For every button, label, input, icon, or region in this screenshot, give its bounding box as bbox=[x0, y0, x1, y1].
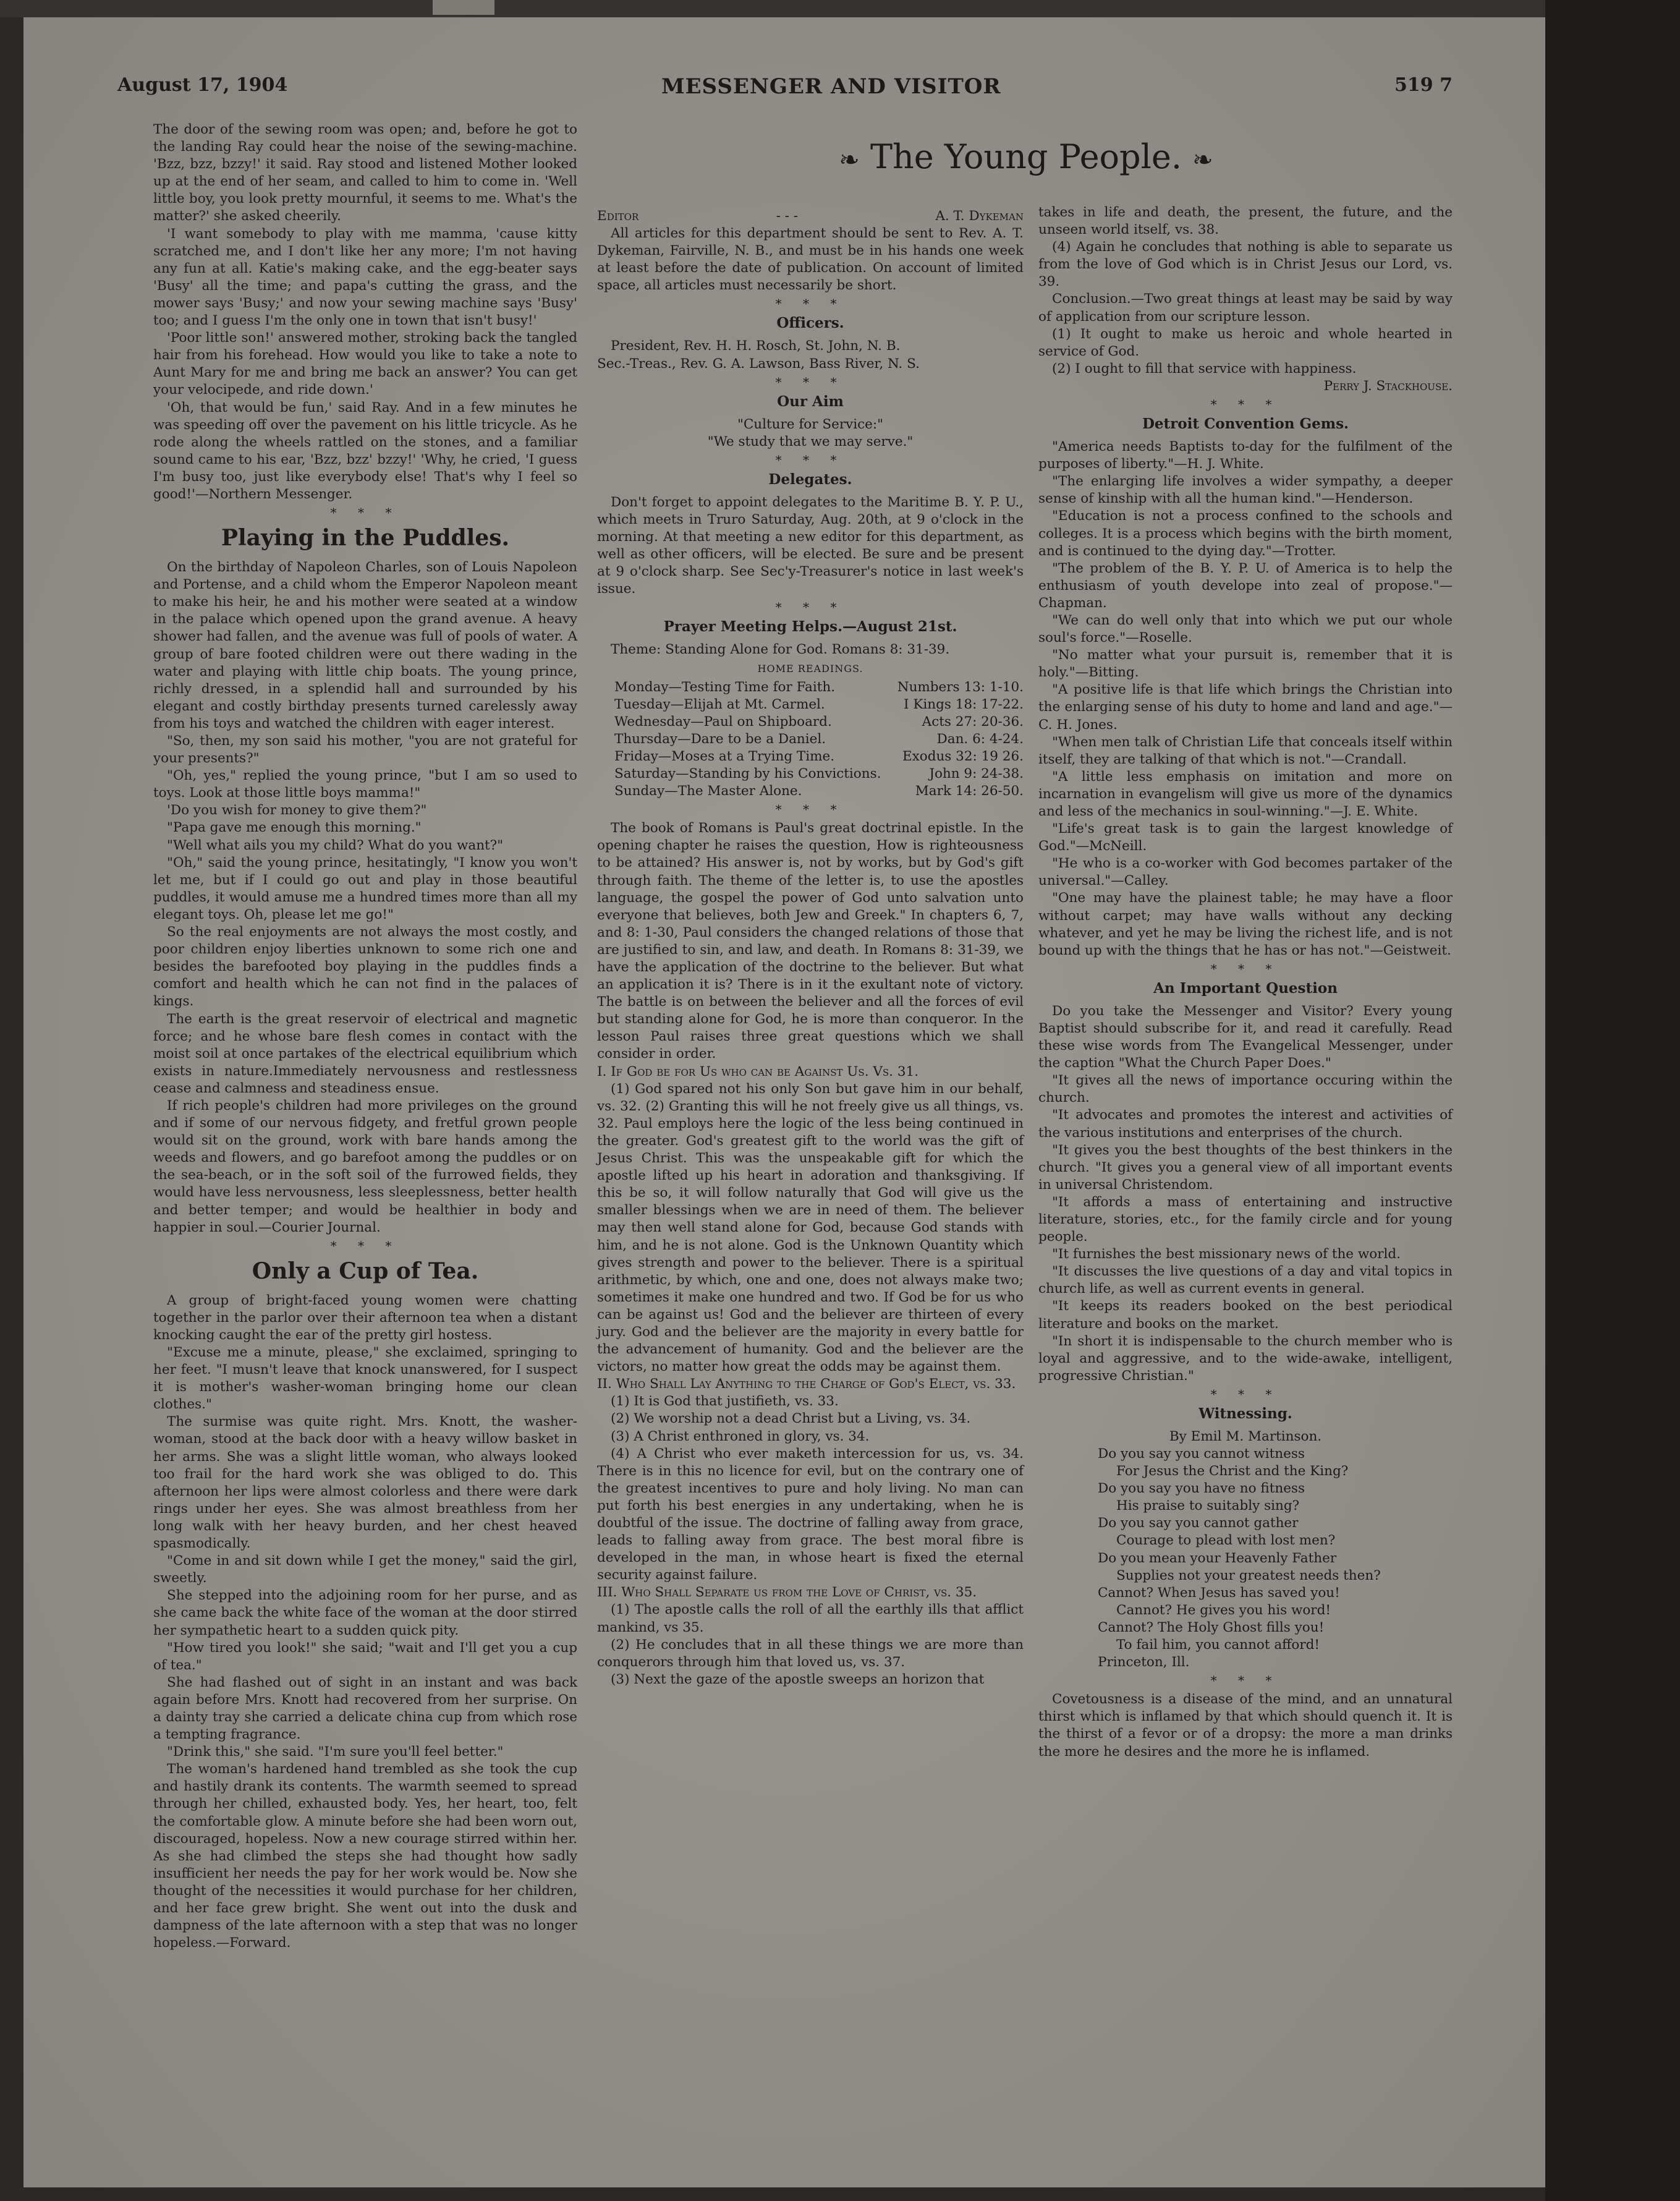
reading-day: Saturday—Standing by his Convictions. bbox=[614, 766, 881, 782]
column-2 bbox=[597, 208, 1024, 1688]
reading-day: Tuesday—Elijah at Mt. Carmel. bbox=[614, 696, 825, 712]
ornament-left-icon: ❧ bbox=[839, 146, 860, 174]
article-paragraph: The woman's hardened hand trembled as she took the cup and hastily drank its contents. The warmth seemed to spread through her chilled, exhausted body. Yes, her heart, too, felt the comfortable glow. A minute before she had been worn out, discouraged, hopeless. Now a new courage stirred within her. As she had climbed the steps she had thought how sadly insufficient her needs the pay for her work would be. Now she thought of the necessities it would purchase for her children, and her face grew bright. She went out into the dusk and dampness of the late afternoon with a step that was no longer hopeless.—Forward. bbox=[153, 1761, 577, 1951]
list-line: (3) Next the gaze of the apostle sweeps an horizon that bbox=[611, 1671, 985, 1687]
reading-day: Wednesday—Paul on Shipboard. bbox=[614, 713, 832, 730]
article-paragraph: "Oh, yes," replied the young prince, "but I am so used to toys. Look at those little boys mamma!" bbox=[153, 768, 577, 801]
poem-line: Do you say you have no fitness bbox=[1098, 1481, 1305, 1497]
poem-line: Supplies not your greatest needs then? bbox=[1116, 1567, 1381, 1583]
heading-officers: Officers. bbox=[776, 315, 844, 332]
aim-line: "Culture for Service:" bbox=[737, 416, 884, 432]
article-paragraph: On the birthday of Napoleon Charles, son of Louis Napoleon and Portense, and a child whom the Emperor Napoleon meant to make his heir, he and his mother were seated at a window in the palace which opened upon the grand avenue. A heavy shower had fallen, and the avenue was full of pools of water. A group of bare footed children were out there wading in the water and playing with little chip boats. The young prince, richly dressed, in a splendid hall and surrounded by his elegant and costly birthday presents turned carelessly away from his toys and watched the children with eager interest. bbox=[153, 560, 577, 731]
reading-item bbox=[614, 765, 1024, 783]
question-heading: III. Who Shall Separate us from the Love of Christ, vs. 35. bbox=[597, 1585, 977, 1601]
paper-title: MESSENGER AND VISITOR bbox=[661, 74, 1001, 99]
question-item: "It gives all the news of importance occuring within the church. bbox=[1038, 1073, 1453, 1106]
continued-text: takes in life and death, the present, the future, and the unseen world itself, vs. 38. bbox=[1038, 205, 1453, 238]
column-1 bbox=[153, 121, 577, 1952]
story-paragraph: 'Oh, that would be fun,' said Ray. And in a few minutes he was speeding off over the pavement on his little tricycle. As he rode along the wheels rattled on the stones, and a familiar sound came to his ear, 'Bzz, bzz' bzzy!' 'Why, he cried, 'I guess I'm busy too, just like everybody else! That's why I feel so good!'—Northern Messenger. bbox=[153, 399, 577, 502]
section-divider: * * * bbox=[1210, 397, 1281, 412]
reading-ref: Numbers 13: 1-10. bbox=[897, 679, 1024, 695]
reading-day: Thursday—Dare to be a Daniel. bbox=[614, 731, 826, 747]
scan-top-border bbox=[0, 0, 1680, 17]
reading-item bbox=[614, 713, 1024, 731]
article-paragraph: "Come in and sit down while I get the money," said the girl, sweetly. bbox=[153, 1553, 577, 1586]
gem-quote: "We can do well only that into which we put our whole soul's force."—Roselle. bbox=[1038, 612, 1453, 646]
page-header bbox=[117, 74, 1453, 105]
list-line: (1) It ought to make us heroic and whole hearted in service of God. bbox=[1038, 326, 1453, 359]
question-item: "It discusses the live questions of a day and vital topics in church life, as well as current events in general. bbox=[1038, 1264, 1453, 1297]
poem-line: To fail him, you cannot afford! bbox=[1116, 1637, 1320, 1653]
list-line: (2) We worship not a dead Christ but a Living, vs. 34. bbox=[611, 1411, 971, 1427]
heading-witnessing: Witnessing. bbox=[1198, 1405, 1292, 1422]
article-paragraph: A group of bright-faced young women were chatting together in the parlor over their afternoon tea when a distant knocking caught the ear of the pretty girl hostess. bbox=[153, 1292, 577, 1343]
reading-day: Friday—Moses at a Trying Time. bbox=[614, 748, 835, 764]
gem-quote: "The enlarging life involves a wider sympathy, a deeper sense of kinship with all the human kind."—Henderson. bbox=[1038, 474, 1453, 507]
question-item: "It gives you the best thoughts of the best thinkers in the church. "It gives you a general view of all important events in universal Christendom. bbox=[1038, 1142, 1453, 1193]
question-item: "In short it is indispensable to the church member who is loyal and aggressive, and to the wide-awake, intelligent, progressive Christian." bbox=[1038, 1333, 1453, 1384]
poem-line: Do you say you cannot witness bbox=[1098, 1446, 1305, 1462]
question-heading: I. If God be for Us who can be Against Us. Vs. 31. bbox=[597, 1063, 919, 1079]
article-paragraph: She had flashed out of sight in an instant and was back again before Mrs. Knott had recovered from her surprise. On a dainty tray she carried a delicate china cup from which rose a tempting fragrance. bbox=[153, 1674, 577, 1743]
article-paragraph: "Papa gave me enough this morning." bbox=[167, 820, 422, 836]
article-paragraph: "So, then, my son said his mother, "you are not grateful for your presents?" bbox=[153, 733, 577, 767]
page-number: 519 7 bbox=[1394, 74, 1453, 96]
section-divider: * * * bbox=[1210, 961, 1281, 976]
list-line: (1) It is God that justifieth, vs. 33. bbox=[611, 1394, 839, 1410]
question-item: "It advocates and promotes the interest and activities of the various institutions and enterprises of the church. bbox=[1038, 1107, 1453, 1141]
heading-convention-gems: Detroit Convention Gems. bbox=[1142, 415, 1349, 433]
aim-line: "We study that we may serve." bbox=[707, 433, 914, 449]
conclusion-paragraph: Conclusion.—Two great things at least may be said by way of application from our scripture lesson. bbox=[1038, 291, 1453, 325]
poem-line: His praise to suitably sing? bbox=[1116, 1498, 1300, 1514]
delegates-paragraph: Don't forget to appoint delegates to the Maritime B. Y. P. U., which meets in Truro Saturday, Aug. 20th, at 9 o'clock in the morning. At that meeting a new editor for this department, as well as other officers, will be elected. Be sure and be present at 9 o'clock sharp. See Sec'y-Treasurer's notice in last week's issue. bbox=[597, 494, 1024, 597]
poem-line: Cannot? The Holy Ghost fills you! bbox=[1098, 1619, 1325, 1635]
section-divider: * * * bbox=[330, 505, 401, 521]
poem-line: Cannot? He gives you his word! bbox=[1116, 1602, 1331, 1618]
home-readings-label: HOME READINGS. bbox=[757, 662, 863, 675]
intro-paragraph: All articles for this department should be sent to Rev. A. T. Dykeman, Fairville, N. B., and must be in his hands one week at least before the date of publication. On account of limited space, all articles must necessarily be short. bbox=[597, 226, 1024, 294]
article-paragraph: She stepped into the adjoining room for her purse, and as she came back the white face of the woman at the door stirred her sympathetic heart to a sudden quick pity. bbox=[153, 1588, 577, 1638]
poem-line: For Jesus the Christ and the King? bbox=[1116, 1463, 1349, 1479]
author-signature: Perry J. Stackhouse. bbox=[1323, 378, 1453, 394]
readings-list bbox=[597, 679, 1024, 801]
story-paragraph: The door of the sewing room was open; and, before he got to the landing Ray could hear the noise of the sewing-machine. 'Bzz, bzz, bzzy!' it said. Ray stood and listened Mother looked up at the end of her seam, and called to him to come in. 'Well little boy, you look pretty mournful, it seems to me. What's the matter?' she asked cheerily. bbox=[153, 122, 577, 224]
gem-quote: "No matter what your pursuit is, remember that it is holy."—Bitting. bbox=[1038, 647, 1453, 681]
list-line: (4) A Christ who ever maketh intercession for us, vs. 34. There is in this no licence for evil, but on the contrary one of the greatest incentives to pure and holy living. No man can put forth his best energies in any undertaking, when he is doubtful of the issue. The doctrine of falling away from grace, leads to falling away from grace. The best moral fibre is developed in the man, in whose heart is fixed the eternal security against failure. bbox=[597, 1445, 1024, 1583]
reading-ref: I Kings 18: 17-22. bbox=[904, 696, 1024, 712]
heading-prayer-meeting: Prayer Meeting Helps.—August 21st. bbox=[663, 618, 957, 636]
editor-line bbox=[597, 208, 1024, 225]
officer-secretary: Sec.-Treas., Rev. G. A. Lawson, Bass River, N. S. bbox=[597, 355, 920, 372]
gem-quote: "When men talk of Christian Life that conceals itself within itself, they are talking of that which is not."—Crandall. bbox=[1038, 734, 1453, 767]
question-item: "It keeps its readers booked on the best periodical literature and books on the market. bbox=[1038, 1298, 1453, 1332]
poem-byline: By Emil M. Martinson. bbox=[1169, 1428, 1322, 1444]
reading-ref: Exodus 32: 19 26. bbox=[902, 748, 1024, 764]
column-3 bbox=[1038, 204, 1453, 1761]
romans-paragraph: The book of Romans is Paul's great doctrinal epistle. In the opening chapter he raises the question, How is righteousness to be attained? His answer is, not by works, but by God's gift through faith. The theme of the letter is, to use the apostles language, the gospel the power of God unto salvation unto everyone that believes, both Jew and Greek." In chapters 6, 7, and 8: 1-30, Paul considers the changed relations of those that are justified to sin, and law, and death. In Romans 8: 31-39, we have the application of the doctrine to the believer. But what an application it is? There is in it the exultant note of victory. The battle is on between the believer and all the forces of evil but standing alone for God, he is more than conqueror. In the lesson Paul raises three great questions which we shall consider in order. bbox=[597, 820, 1024, 1062]
reading-day: Sunday—The Master Alone. bbox=[614, 783, 802, 799]
heading-important-question: An Important Question bbox=[1153, 979, 1338, 997]
reading-day: Monday—Testing Time for Faith. bbox=[614, 679, 836, 695]
section-divider: * * * bbox=[1210, 1386, 1281, 1402]
story-paragraph: 'I want somebody to play with me mamma, 'cause kitty scratched me, and I don't like her any more; I'm not having any fun at all. Katie's making cake, and the egg-beater says 'Busy' all the time; and papa's cutting the grass, and the mower says 'Busy;' and now your sewing machine says 'Busy' too; and I guess I'm the only one in town that isn't busy!' bbox=[153, 226, 577, 329]
list-line: (2) I ought to fill that service with happiness. bbox=[1052, 360, 1357, 377]
list-line: (1) The apostle calls the roll of all the earthly ills that afflict mankind, vs 35. bbox=[597, 1602, 1024, 1635]
reading-item bbox=[614, 731, 1024, 748]
section-divider: * * * bbox=[1210, 1673, 1281, 1688]
question-body: (1) God spared not his only Son but gave him in our behalf, vs. 32. (2) Granting this will he not freely give us all things, vs. 32. Paul employs here the logic of the less being continued in the greater. God's greatest gift to the world was the gift of Jesus Christ. This was the unspeakable gift for which the apostle lifted up his heart in adoration and thanksgiving. If this be so, it will follow naturally that God will give us the smaller blessings when we are in need of them. The believer may then well stand alone for God, because God stands with him, and he is not alone. God is the Unknown Quantity which gives strength and power to the believer. There is a spiritual arithmetic, by which, one and one, does not always make two; sometimes it make one hundred and two. If God be for us who can be against us! God and the believer are thirteen of every jury. God and the believer are the majority in every battle for the advancement of humanity. God and the believer are the victors, no matter how great the odds may be against them. bbox=[597, 1081, 1024, 1375]
section-divider: * * * bbox=[330, 1238, 401, 1253]
reading-item bbox=[614, 783, 1024, 800]
section-title-text: The Young People. bbox=[870, 137, 1182, 176]
heading-playing-puddles: Playing in the Puddles. bbox=[221, 525, 510, 551]
library-stamp bbox=[433, 0, 494, 15]
section-divider: * * * bbox=[775, 802, 846, 817]
list-line: (3) A Christ enthroned in glory, vs. 34. bbox=[611, 1428, 870, 1444]
heading-cup-of-tea: Only a Cup of Tea. bbox=[252, 1258, 479, 1284]
question-item: "It affords a mass of entertaining and instructive literature, stories, etc., for the family circle and for young people. bbox=[1038, 1194, 1453, 1245]
reading-item bbox=[614, 696, 1024, 713]
editor-name: A. T. Dykeman bbox=[935, 208, 1024, 224]
theme-line: Theme: Standing Alone for God. Romans 8: 31-39. bbox=[611, 642, 950, 658]
story-paragraph: 'Poor little son!' answered mother, stroking back the tangled hair from his forehead. How would you like to take a note to Aunt Mary for me and bring me back an answer? You can get your velocipede, and ride down.' bbox=[153, 330, 577, 398]
reading-item bbox=[614, 748, 1024, 765]
article-paragraph: "Well what ails you my child? What do you want?" bbox=[167, 837, 504, 853]
issue-date: August 17, 1904 bbox=[117, 74, 288, 96]
gem-quote: "One may have the plainest table; he may have a floor without carpet; may have walls without any decking whatever, and yet he may be living the richest life, and is not bound up with the things that he has or has not."—Geistweit. bbox=[1038, 890, 1453, 958]
officer-president: President, Rev. H. H. Rosch, St. John, N. B. bbox=[611, 338, 901, 354]
reading-ref: Mark 14: 26-50. bbox=[915, 783, 1024, 799]
heading-our-aim: Our Aim bbox=[777, 393, 844, 410]
article-paragraph: 'Do you wish for money to give them?" bbox=[167, 802, 427, 819]
list-line: (2) He concludes that in all these things we are more than conquerors through him that loved us, vs. 37. bbox=[597, 1637, 1024, 1670]
ornament-right-icon: ❧ bbox=[1192, 146, 1213, 174]
question-intro: Do you take the Messenger and Visitor? Every young Baptist should subscribe for it, and read it carefully. Read these wise words from The Evangelical Messenger, under the caption "What the Church Paper Does." bbox=[1038, 1003, 1453, 1071]
section-divider: * * * bbox=[775, 452, 846, 467]
reading-ref: Dan. 6: 4-24. bbox=[936, 731, 1024, 747]
reading-item bbox=[614, 679, 1024, 696]
gem-quote: "Education is not a process confined to the schools and colleges. It is a process which begins with the birth moment, and is continued to the dying day."—Trotter. bbox=[1038, 508, 1453, 559]
question-item: "It furnishes the best missionary news of the world. bbox=[1052, 1246, 1401, 1262]
list-line: (4) Again he concludes that nothing is able to separate us from the love of God which is in Christ Jesus our Lord, vs. 39. bbox=[1038, 239, 1453, 290]
poem-line: Do you say you cannot gather bbox=[1098, 1515, 1299, 1531]
heading-delegates: Delegates. bbox=[768, 470, 852, 488]
question-heading: II. Who Shall Lay Anything to the Charge of God's Elect, vs. 33. bbox=[597, 1376, 1016, 1392]
gem-quote: "He who is a co-worker with God becomes partaker of the universal."—Calley. bbox=[1038, 856, 1453, 889]
poem-line: Cannot? When Jesus has saved you! bbox=[1098, 1585, 1340, 1601]
section-divider: * * * bbox=[775, 600, 846, 615]
gem-quote: "Life's great task is to gain the largest knowledge of God."—McNeill. bbox=[1038, 821, 1453, 854]
poem-line: Do you mean your Heavenly Father bbox=[1098, 1550, 1337, 1566]
article-paragraph: The earth is the great reservoir of electrical and magnetic force; and he whose bare flesh comes in contact with the moist soil at once partakes of the electrical equilibrium which exists in nature.Immediately nervousness and restlessness cease and calmness and steadiness ensue. bbox=[153, 1011, 577, 1096]
article-paragraph: If rich people's children had more privileges on the ground and if some of our nervous fidgety, and fretful grown people would sit on the ground, work with bare hands among the weeds and flowers, and go barefoot among the puddles or on the sea-beach, or in the soft soil of the furrowed fields, they would have less nervousness, less sleeplessness, better health and better temper; and would be healthier in body and happier in soul.—Courier Journal. bbox=[153, 1097, 577, 1235]
gem-quote: "A positive life is that life which brings the Christian into the enlarging sense of his duty to home and land and age."—C. H. Jones. bbox=[1038, 682, 1453, 733]
section-divider: * * * bbox=[775, 296, 846, 312]
gem-quote: "The problem of the B. Y. P. U. of America is to help the enthusiasm of youth develope into zeal of propose."—Chapman. bbox=[1038, 560, 1453, 611]
article-paragraph: "How tired you look!" she said; "wait and I'll get you a cup of tea." bbox=[153, 1640, 577, 1673]
section-divider: * * * bbox=[775, 374, 846, 390]
article-paragraph: So the real enjoyments are not always the most costly, and poor children enjoy liberties unknown to some rich one and besides the barefooted boy playing in the puddles finds a comfort and health which he can not find in the palaces of kings. bbox=[153, 924, 577, 1010]
scan-right-border bbox=[1545, 0, 1680, 2201]
gem-quote: "America needs Baptists to-day for the fulfilment of the purposes of liberty."—H. J. White. bbox=[1038, 439, 1453, 472]
article-paragraph: "Excuse me a minute, please," she exclaimed, springing to her feet. "I musn't leave that knock unanswered, for I suspect it is mother's washer-woman bringing home our clean clothes." bbox=[153, 1345, 577, 1413]
poem-line: Princeton, Ill. bbox=[1098, 1654, 1190, 1671]
poem bbox=[1038, 1445, 1453, 1671]
article-paragraph: "Drink this," she said. "I'm sure you'll feel better." bbox=[167, 1744, 504, 1760]
reading-ref: John 9: 24-38. bbox=[929, 766, 1024, 782]
editor-label: Editor bbox=[597, 208, 639, 224]
article-paragraph: "Oh," said the young prince, hesitatingly, "I know you won't let me, but if I could go out and play in those beautiful puddles, it would amuse me a hundred times more than all my elegant toys. Oh, please let me go!" bbox=[153, 854, 577, 922]
reading-ref: Acts 27: 20-36. bbox=[922, 713, 1024, 730]
editor-dots: - - - bbox=[776, 208, 799, 224]
gem-quote: "A little less emphasis on imitation and more on incarnation in evangelism will give us more of the dynamics and less of the mechanics in soul-winning."—J. E. White. bbox=[1038, 768, 1453, 819]
section-title-young-people bbox=[828, 137, 1224, 176]
article-paragraph: The surmise was quite right. Mrs. Knott, the washer-woman, stood at the back door with a heavy willow basket in her arms. She was a slight little woman, who always looked too frail for the hard work she was obliged to do. This afternoon her lips were almost colorless and there were dark rings under her eyes. She was almost breathless from her long walk with her heavy burden, and her chest heaved spasmodically. bbox=[153, 1414, 577, 1552]
poem-line: Courage to plead with lost men? bbox=[1116, 1533, 1336, 1549]
covetousness-paragraph: Covetousness is a disease of the mind, and an unnatural thirst which is inflamed by that which should quench it. It is the thirst of a fevor or of a dropsy: the more a man drinks the more he desires and the more he is inflamed. bbox=[1038, 1692, 1453, 1760]
